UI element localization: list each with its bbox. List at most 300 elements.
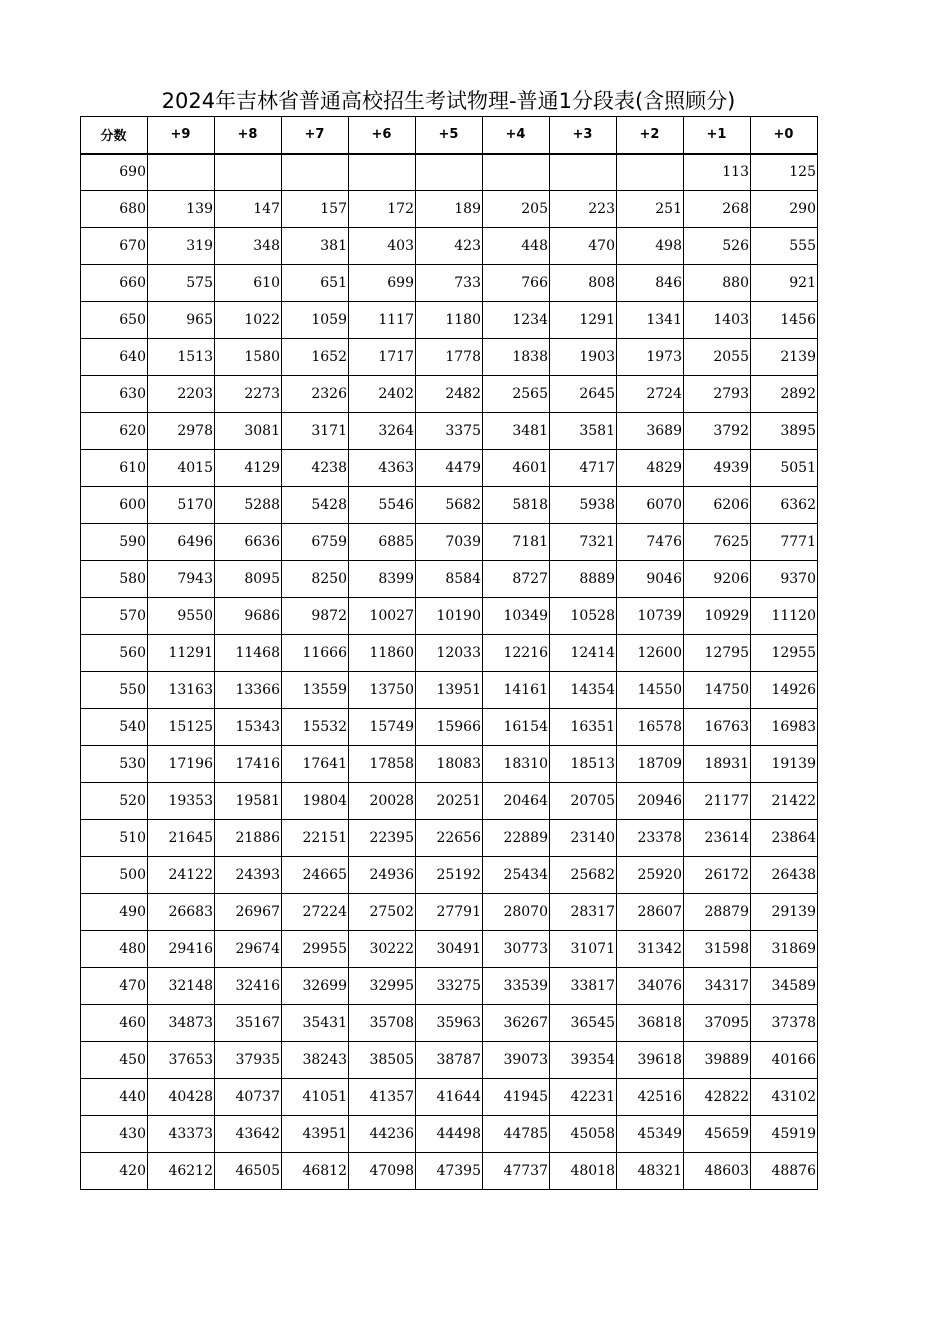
count-cell: 13366 (215, 672, 282, 709)
count-cell: 526 (684, 228, 751, 265)
count-cell (282, 154, 349, 191)
count-cell: 41051 (282, 1079, 349, 1116)
count-cell: 13559 (282, 672, 349, 709)
score-cell: 590 (81, 524, 148, 561)
count-cell: 21422 (751, 783, 818, 820)
column-header-offset: +2 (617, 117, 684, 154)
count-cell: 3689 (617, 413, 684, 450)
table-row (81, 857, 818, 894)
count-cell: 1117 (349, 302, 416, 339)
table-row (81, 191, 818, 228)
count-cell: 1652 (282, 339, 349, 376)
count-cell: 5288 (215, 487, 282, 524)
count-cell: 7771 (751, 524, 818, 561)
count-cell: 8584 (416, 561, 483, 598)
count-cell: 43951 (282, 1116, 349, 1153)
count-cell: 2978 (148, 413, 215, 450)
count-cell: 3171 (282, 413, 349, 450)
count-cell: 14161 (483, 672, 550, 709)
count-cell: 42516 (617, 1079, 684, 1116)
count-cell: 16154 (483, 709, 550, 746)
count-cell: 4129 (215, 450, 282, 487)
count-cell: 5682 (416, 487, 483, 524)
count-cell: 7039 (416, 524, 483, 561)
count-cell: 35963 (416, 1005, 483, 1042)
count-cell: 268 (684, 191, 751, 228)
count-cell: 1778 (416, 339, 483, 376)
table-row (81, 413, 818, 450)
count-cell: 31598 (684, 931, 751, 968)
count-cell: 17858 (349, 746, 416, 783)
score-cell: 510 (81, 820, 148, 857)
table-row (81, 154, 818, 191)
count-cell (617, 154, 684, 191)
count-cell: 3792 (684, 413, 751, 450)
count-cell: 1291 (550, 302, 617, 339)
count-cell: 9550 (148, 598, 215, 635)
count-cell: 808 (550, 265, 617, 302)
count-cell: 5938 (550, 487, 617, 524)
count-cell: 14354 (550, 672, 617, 709)
count-cell: 27502 (349, 894, 416, 931)
score-cell: 490 (81, 894, 148, 931)
count-cell: 36545 (550, 1005, 617, 1042)
count-cell: 16983 (751, 709, 818, 746)
count-cell: 11120 (751, 598, 818, 635)
count-cell: 45058 (550, 1116, 617, 1153)
count-cell: 40428 (148, 1079, 215, 1116)
count-cell: 23140 (550, 820, 617, 857)
score-cell: 570 (81, 598, 148, 635)
count-cell: 46812 (282, 1153, 349, 1190)
count-cell: 10349 (483, 598, 550, 635)
count-cell: 37653 (148, 1042, 215, 1079)
count-cell: 4238 (282, 450, 349, 487)
count-cell: 28607 (617, 894, 684, 931)
count-cell: 48018 (550, 1153, 617, 1190)
count-cell: 25682 (550, 857, 617, 894)
score-cell: 540 (81, 709, 148, 746)
count-cell: 46505 (215, 1153, 282, 1190)
count-cell: 1973 (617, 339, 684, 376)
count-cell: 1903 (550, 339, 617, 376)
count-cell: 34873 (148, 1005, 215, 1042)
count-cell: 348 (215, 228, 282, 265)
count-cell: 38787 (416, 1042, 483, 1079)
table-row (81, 635, 818, 672)
count-cell: 37935 (215, 1042, 282, 1079)
count-cell: 7476 (617, 524, 684, 561)
count-cell: 7625 (684, 524, 751, 561)
count-cell: 4939 (684, 450, 751, 487)
count-cell: 10739 (617, 598, 684, 635)
count-cell: 25434 (483, 857, 550, 894)
count-cell: 30773 (483, 931, 550, 968)
count-cell: 15749 (349, 709, 416, 746)
score-cell: 620 (81, 413, 148, 450)
score-cell: 580 (81, 561, 148, 598)
count-cell: 423 (416, 228, 483, 265)
count-cell: 5546 (349, 487, 416, 524)
count-cell: 11468 (215, 635, 282, 672)
count-cell: 22889 (483, 820, 550, 857)
count-cell: 25920 (617, 857, 684, 894)
count-cell: 30491 (416, 931, 483, 968)
count-cell: 6070 (617, 487, 684, 524)
count-cell: 205 (483, 191, 550, 228)
count-cell: 5428 (282, 487, 349, 524)
count-cell: 36267 (483, 1005, 550, 1042)
column-header-offset: +9 (148, 117, 215, 154)
count-cell: 448 (483, 228, 550, 265)
count-cell: 965 (148, 302, 215, 339)
count-cell: 10190 (416, 598, 483, 635)
count-cell: 12414 (550, 635, 617, 672)
table-row (81, 524, 818, 561)
score-cell: 630 (81, 376, 148, 413)
count-cell: 46212 (148, 1153, 215, 1190)
count-cell: 29674 (215, 931, 282, 968)
count-cell: 19139 (751, 746, 818, 783)
count-cell: 24936 (349, 857, 416, 894)
count-cell: 733 (416, 265, 483, 302)
count-cell: 22656 (416, 820, 483, 857)
count-cell: 4363 (349, 450, 416, 487)
column-header-offset: +0 (751, 117, 818, 154)
count-cell: 18513 (550, 746, 617, 783)
count-cell: 147 (215, 191, 282, 228)
count-cell: 14750 (684, 672, 751, 709)
count-cell: 23614 (684, 820, 751, 857)
count-cell: 4829 (617, 450, 684, 487)
count-cell: 39073 (483, 1042, 550, 1079)
count-cell: 4479 (416, 450, 483, 487)
count-cell: 11860 (349, 635, 416, 672)
count-cell: 19804 (282, 783, 349, 820)
count-cell: 28070 (483, 894, 550, 931)
count-cell: 40166 (751, 1042, 818, 1079)
score-cell: 690 (81, 154, 148, 191)
count-cell: 3081 (215, 413, 282, 450)
count-cell: 35167 (215, 1005, 282, 1042)
count-cell: 10929 (684, 598, 751, 635)
count-cell: 9370 (751, 561, 818, 598)
count-cell: 2326 (282, 376, 349, 413)
score-cell: 520 (81, 783, 148, 820)
count-cell: 19353 (148, 783, 215, 820)
count-cell: 34076 (617, 968, 684, 1005)
count-cell: 5818 (483, 487, 550, 524)
count-cell: 2139 (751, 339, 818, 376)
count-cell: 1234 (483, 302, 550, 339)
score-cell: 660 (81, 265, 148, 302)
column-header-score: 分数 (81, 117, 148, 154)
count-cell: 2273 (215, 376, 282, 413)
count-cell: 15343 (215, 709, 282, 746)
count-cell: 41644 (416, 1079, 483, 1116)
count-cell: 26438 (751, 857, 818, 894)
score-cell: 430 (81, 1116, 148, 1153)
score-cell: 550 (81, 672, 148, 709)
table-row (81, 376, 818, 413)
count-cell: 39618 (617, 1042, 684, 1079)
count-cell: 44236 (349, 1116, 416, 1153)
count-cell: 8889 (550, 561, 617, 598)
count-cell: 9206 (684, 561, 751, 598)
count-cell: 921 (751, 265, 818, 302)
table-row (81, 968, 818, 1005)
count-cell: 39889 (684, 1042, 751, 1079)
column-header-offset: +5 (416, 117, 483, 154)
count-cell: 42822 (684, 1079, 751, 1116)
count-cell: 31071 (550, 931, 617, 968)
count-cell: 45919 (751, 1116, 818, 1153)
column-header-offset: +1 (684, 117, 751, 154)
count-cell: 33539 (483, 968, 550, 1005)
count-cell: 7321 (550, 524, 617, 561)
count-cell: 13951 (416, 672, 483, 709)
count-cell: 38243 (282, 1042, 349, 1079)
table-body (81, 154, 818, 1190)
count-cell: 8727 (483, 561, 550, 598)
count-cell: 30222 (349, 931, 416, 968)
score-cell: 600 (81, 487, 148, 524)
count-cell: 2482 (416, 376, 483, 413)
count-cell: 8095 (215, 561, 282, 598)
score-cell: 420 (81, 1153, 148, 1190)
table-row (81, 1079, 818, 1116)
count-cell: 403 (349, 228, 416, 265)
score-cell: 480 (81, 931, 148, 968)
count-cell: 22151 (282, 820, 349, 857)
count-cell: 18709 (617, 746, 684, 783)
table-row (81, 783, 818, 820)
count-cell: 21645 (148, 820, 215, 857)
count-cell (416, 154, 483, 191)
count-cell: 6362 (751, 487, 818, 524)
count-cell: 1456 (751, 302, 818, 339)
count-cell: 12600 (617, 635, 684, 672)
count-cell: 19581 (215, 783, 282, 820)
count-cell: 1059 (282, 302, 349, 339)
count-cell: 21886 (215, 820, 282, 857)
table-row (81, 265, 818, 302)
count-cell: 40737 (215, 1079, 282, 1116)
score-cell: 470 (81, 968, 148, 1005)
count-cell: 575 (148, 265, 215, 302)
table-row (81, 1042, 818, 1079)
count-cell: 15966 (416, 709, 483, 746)
count-cell: 35431 (282, 1005, 349, 1042)
count-cell: 26967 (215, 894, 282, 931)
table-row (81, 598, 818, 635)
count-cell: 2724 (617, 376, 684, 413)
count-cell: 7943 (148, 561, 215, 598)
count-cell: 27791 (416, 894, 483, 931)
count-cell: 47098 (349, 1153, 416, 1190)
count-cell: 251 (617, 191, 684, 228)
count-cell: 17641 (282, 746, 349, 783)
count-cell: 16578 (617, 709, 684, 746)
count-cell: 25192 (416, 857, 483, 894)
count-cell: 15125 (148, 709, 215, 746)
count-cell: 45659 (684, 1116, 751, 1153)
count-cell: 29955 (282, 931, 349, 968)
count-cell: 1580 (215, 339, 282, 376)
count-cell: 651 (282, 265, 349, 302)
column-header-offset: +8 (215, 117, 282, 154)
count-cell: 880 (684, 265, 751, 302)
count-cell: 14926 (751, 672, 818, 709)
count-cell: 2565 (483, 376, 550, 413)
page-title: 2024年吉林省普通高校招生考试物理-普通1分段表(含照顾分) (161, 89, 736, 113)
table-row (81, 302, 818, 339)
count-cell: 20028 (349, 783, 416, 820)
score-cell: 450 (81, 1042, 148, 1079)
table-header (81, 117, 818, 154)
count-cell: 38505 (349, 1042, 416, 1079)
count-cell: 846 (617, 265, 684, 302)
count-cell: 2892 (751, 376, 818, 413)
count-cell: 44785 (483, 1116, 550, 1153)
table-row (81, 672, 818, 709)
score-cell: 610 (81, 450, 148, 487)
count-cell: 766 (483, 265, 550, 302)
count-cell: 47737 (483, 1153, 550, 1190)
count-cell: 10528 (550, 598, 617, 635)
count-cell: 20464 (483, 783, 550, 820)
table-row (81, 487, 818, 524)
count-cell: 12216 (483, 635, 550, 672)
count-cell: 1717 (349, 339, 416, 376)
count-cell: 3895 (751, 413, 818, 450)
count-cell: 23864 (751, 820, 818, 857)
count-cell: 15532 (282, 709, 349, 746)
count-cell: 18083 (416, 746, 483, 783)
count-cell: 12795 (684, 635, 751, 672)
count-cell: 18931 (684, 746, 751, 783)
count-cell: 11666 (282, 635, 349, 672)
column-header-offset: +7 (282, 117, 349, 154)
score-cell: 460 (81, 1005, 148, 1042)
count-cell: 42231 (550, 1079, 617, 1116)
table-row (81, 709, 818, 746)
count-cell: 5170 (148, 487, 215, 524)
count-cell: 2645 (550, 376, 617, 413)
count-cell (349, 154, 416, 191)
count-cell: 28879 (684, 894, 751, 931)
table-row (81, 894, 818, 931)
count-cell: 172 (349, 191, 416, 228)
count-cell: 43102 (751, 1079, 818, 1116)
count-cell: 2055 (684, 339, 751, 376)
count-cell: 157 (282, 191, 349, 228)
table-row (81, 1116, 818, 1153)
score-cell: 650 (81, 302, 148, 339)
count-cell: 223 (550, 191, 617, 228)
count-cell: 9686 (215, 598, 282, 635)
count-cell: 4015 (148, 450, 215, 487)
column-header-offset: +4 (483, 117, 550, 154)
score-cell: 500 (81, 857, 148, 894)
count-cell: 1838 (483, 339, 550, 376)
header-row (81, 117, 818, 154)
count-cell: 32416 (215, 968, 282, 1005)
count-cell: 6885 (349, 524, 416, 561)
count-cell: 3264 (349, 413, 416, 450)
count-cell: 12033 (416, 635, 483, 672)
count-cell: 24122 (148, 857, 215, 894)
count-cell: 1180 (416, 302, 483, 339)
count-cell: 470 (550, 228, 617, 265)
count-cell: 6636 (215, 524, 282, 561)
table-row (81, 931, 818, 968)
count-cell: 33817 (550, 968, 617, 1005)
count-cell: 34317 (684, 968, 751, 1005)
count-cell: 16351 (550, 709, 617, 746)
score-cell: 440 (81, 1079, 148, 1116)
count-cell: 11291 (148, 635, 215, 672)
count-cell: 36818 (617, 1005, 684, 1042)
count-cell: 32148 (148, 968, 215, 1005)
count-cell: 33275 (416, 968, 483, 1005)
count-cell: 48603 (684, 1153, 751, 1190)
count-cell: 26683 (148, 894, 215, 931)
count-cell: 48321 (617, 1153, 684, 1190)
count-cell: 35708 (349, 1005, 416, 1042)
count-cell: 41945 (483, 1079, 550, 1116)
count-cell: 43642 (215, 1116, 282, 1153)
table-row (81, 820, 818, 857)
count-cell: 6759 (282, 524, 349, 561)
count-cell: 10027 (349, 598, 416, 635)
count-cell: 699 (349, 265, 416, 302)
count-cell: 31342 (617, 931, 684, 968)
count-cell: 12955 (751, 635, 818, 672)
count-cell: 6496 (148, 524, 215, 561)
count-cell: 5051 (751, 450, 818, 487)
count-cell: 29139 (751, 894, 818, 931)
count-cell: 7181 (483, 524, 550, 561)
count-cell: 45349 (617, 1116, 684, 1153)
count-cell: 28317 (550, 894, 617, 931)
count-cell: 20705 (550, 783, 617, 820)
count-cell: 2793 (684, 376, 751, 413)
count-cell: 31869 (751, 931, 818, 968)
count-cell: 34589 (751, 968, 818, 1005)
count-cell: 13750 (349, 672, 416, 709)
count-cell: 20946 (617, 783, 684, 820)
count-cell (550, 154, 617, 191)
count-cell: 14550 (617, 672, 684, 709)
count-cell: 24665 (282, 857, 349, 894)
score-distribution-table (80, 116, 818, 1190)
count-cell: 20251 (416, 783, 483, 820)
count-cell: 1341 (617, 302, 684, 339)
count-cell: 17196 (148, 746, 215, 783)
count-cell: 27224 (282, 894, 349, 931)
count-cell: 4601 (483, 450, 550, 487)
count-cell: 13163 (148, 672, 215, 709)
count-cell: 555 (751, 228, 818, 265)
score-cell: 530 (81, 746, 148, 783)
count-cell: 26172 (684, 857, 751, 894)
count-cell: 1403 (684, 302, 751, 339)
count-cell: 24393 (215, 857, 282, 894)
count-cell: 290 (751, 191, 818, 228)
count-cell: 32995 (349, 968, 416, 1005)
count-cell: 125 (751, 154, 818, 191)
